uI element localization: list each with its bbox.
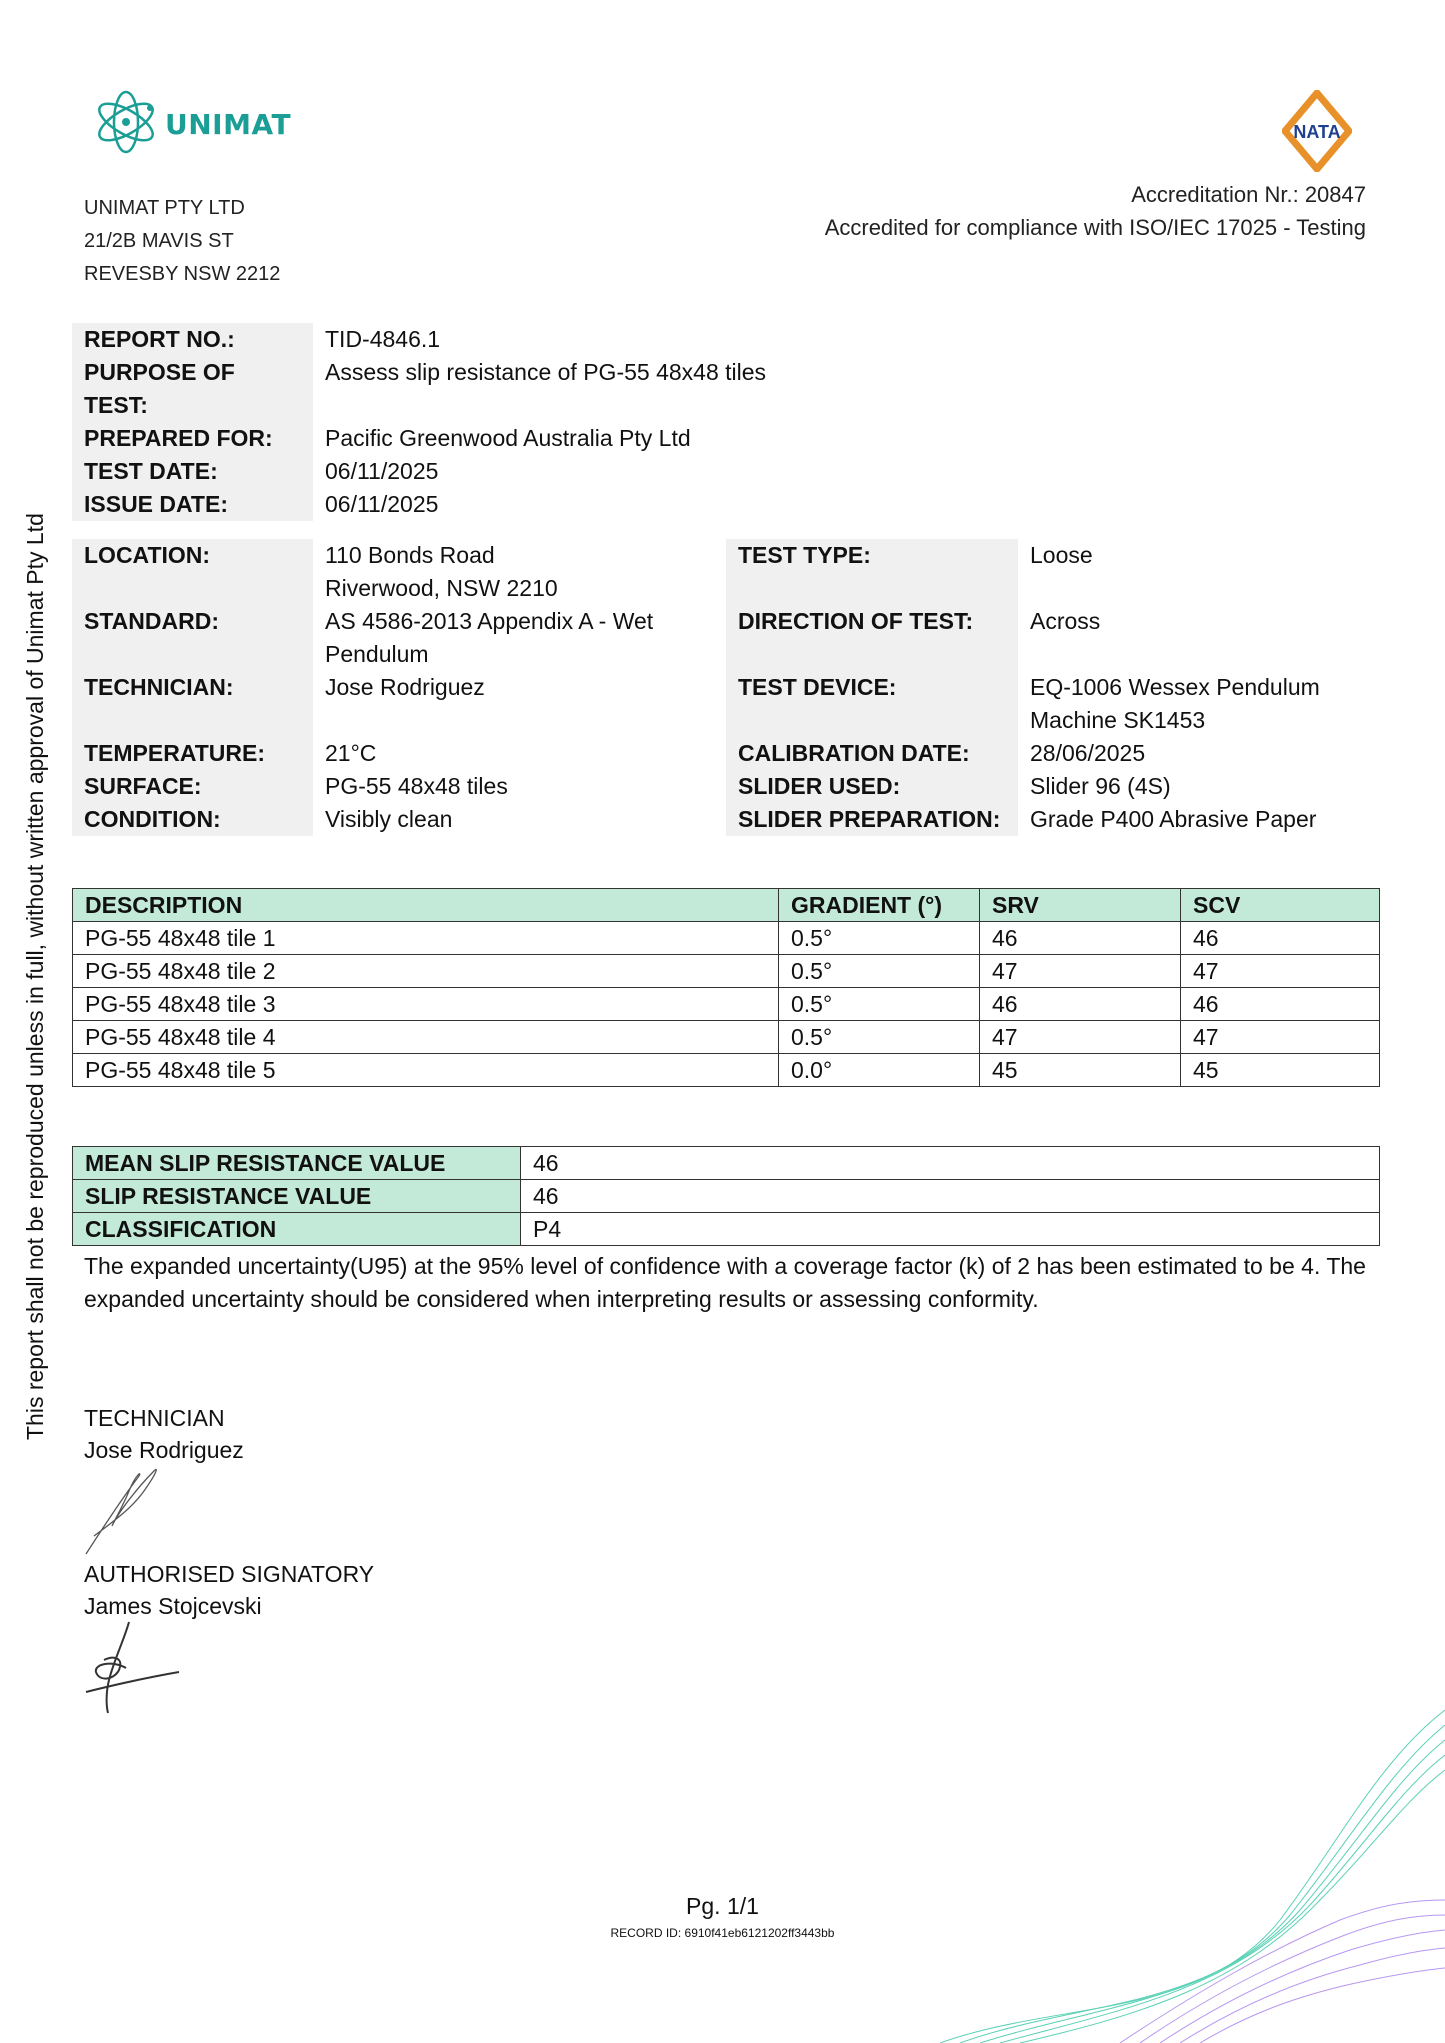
cell: 45	[1181, 1054, 1380, 1087]
company-name: UNIMAT PTY LTD	[84, 197, 245, 219]
detail-label: DIRECTION OF TEST:	[726, 605, 1018, 671]
logo-wordmark: UNIMAT	[165, 108, 292, 141]
cell: 0.5°	[779, 922, 980, 955]
detail-row	[72, 605, 722, 671]
detail-label: STANDARD:	[72, 605, 313, 671]
summary-row	[73, 1213, 1380, 1246]
nata-badge	[1282, 90, 1352, 177]
detail-label: SLIDER PREPARATION:	[726, 803, 1018, 836]
detail-label: TECHNICIAN:	[72, 671, 313, 737]
cell: 0.5°	[779, 1021, 980, 1054]
info-value: Assess slip resistance of PG-55 48x48 tiles	[325, 359, 767, 385]
detail-value: Jose Rodriguez	[325, 674, 485, 700]
signatory-name: James Stojcevski	[84, 1593, 262, 1619]
company-suburb: REVESBY NSW 2212	[84, 263, 281, 285]
detail-label: CONDITION:	[72, 803, 313, 836]
technician-title: TECHNICIAN	[84, 1405, 225, 1431]
detail-value	[313, 605, 722, 671]
table-row	[73, 988, 1380, 1021]
info-label: PURPOSE OF TEST:	[72, 356, 313, 422]
cell: 46	[980, 988, 1181, 1021]
results-header-row	[73, 889, 1380, 922]
summary-label: CLASSIFICATION	[73, 1213, 521, 1246]
page-number: Pg. 1/1	[686, 1893, 759, 1919]
detail-value	[313, 539, 722, 605]
signatory-signature-image	[84, 1620, 184, 1715]
detail-label: TEST DEVICE:	[726, 671, 1018, 737]
summary-value: 46	[521, 1180, 1380, 1213]
atom-logo-icon	[86, 86, 166, 158]
column-header: DESCRIPTION	[73, 889, 779, 922]
info-value: 06/11/2025	[325, 491, 439, 517]
table-row	[73, 955, 1380, 988]
detail-value: Visibly clean	[325, 806, 453, 832]
test-details-right	[726, 539, 1376, 836]
info-label: REPORT NO.:	[72, 323, 313, 356]
detail-row	[726, 737, 1376, 770]
company-address	[84, 192, 280, 291]
summary-label: SLIP RESISTANCE VALUE	[73, 1180, 521, 1213]
cell: 0.5°	[779, 955, 980, 988]
detail-label: SURFACE:	[72, 770, 313, 803]
technician-signature-image	[84, 1466, 184, 1556]
cell: 45	[980, 1054, 1181, 1087]
cell: PG-55 48x48 tile 3	[73, 988, 779, 1021]
table-row	[73, 1054, 1380, 1087]
cell: PG-55 48x48 tile 2	[73, 955, 779, 988]
column-header: SRV	[980, 889, 1181, 922]
info-label: TEST DATE:	[72, 455, 313, 488]
detail-row	[72, 737, 722, 770]
report-info-row	[72, 356, 778, 422]
summary-row	[73, 1180, 1380, 1213]
detail-row	[72, 770, 722, 803]
detail-label: SLIDER USED:	[726, 770, 1018, 803]
detail-value: Across	[1030, 608, 1101, 634]
detail-value-line: AS 4586-2013 Appendix A - Wet	[325, 608, 654, 634]
accreditation-block	[825, 178, 1366, 244]
cell: PG-55 48x48 tile 5	[73, 1054, 779, 1087]
detail-value: PG-55 48x48 tiles	[325, 773, 508, 799]
detail-value	[1018, 671, 1376, 737]
uncertainty-note: The expanded uncertainty(U95) at the 95% level of confidence with a coverage factor (k) of 2 has been estimated to be 4. The expanded uncertainty should be considered when interpreting results or assessing conformity.	[84, 1253, 1366, 1312]
table-row	[73, 1021, 1380, 1054]
report-info-table	[72, 323, 778, 521]
detail-label: TEMPERATURE:	[72, 737, 313, 770]
cell: 47	[1181, 1021, 1380, 1054]
cell: 47	[980, 1021, 1181, 1054]
report-info-row	[72, 455, 778, 488]
detail-label: LOCATION:	[72, 539, 313, 605]
info-value: TID-4846.1	[325, 326, 441, 352]
accreditation-compliance: Accredited for compliance with ISO/IEC 17025 - Testing	[824, 215, 1366, 240]
detail-row	[72, 803, 722, 836]
column-header: SCV	[1181, 889, 1380, 922]
detail-value: 21°C	[325, 740, 377, 766]
signatory-title: AUTHORISED SIGNATORY	[84, 1561, 375, 1587]
cell: 46	[980, 922, 1181, 955]
report-info-row	[72, 488, 778, 521]
unimat-logo	[86, 86, 166, 163]
nata-badge-text: NATA	[1293, 122, 1341, 142]
reproduction-notice: This report shall not be reproduced unless in full, without written approval of Unimat Pty Ltd	[22, 513, 48, 1440]
signatory-signature-block	[84, 1558, 374, 1622]
detail-value: 28/06/2025	[1030, 740, 1146, 766]
table-row	[73, 922, 1380, 955]
report-info-row	[72, 422, 778, 455]
detail-value: Grade P400 Abrasive Paper	[1030, 806, 1317, 832]
decorative-wave-graphic	[940, 1700, 1445, 2043]
nata-diamond-icon	[1282, 90, 1352, 172]
cell: 46	[1181, 988, 1380, 1021]
detail-label: TEST TYPE:	[726, 539, 1018, 605]
info-label: PREPARED FOR:	[72, 422, 313, 455]
technician-name: Jose Rodriguez	[84, 1437, 244, 1463]
column-header: GRADIENT (°)	[779, 889, 980, 922]
cell: 0.0°	[779, 1054, 980, 1087]
summary-label: MEAN SLIP RESISTANCE VALUE	[73, 1147, 521, 1180]
detail-value: Loose	[1030, 542, 1093, 568]
cell: PG-55 48x48 tile 4	[73, 1021, 779, 1054]
company-street: 21/2B MAVIS ST	[84, 230, 234, 252]
summary-value: P4	[521, 1213, 1380, 1246]
detail-row	[726, 671, 1376, 737]
cell: 47	[980, 955, 1181, 988]
info-label: ISSUE DATE:	[72, 488, 313, 521]
results-table	[72, 888, 1380, 1087]
cell: 0.5°	[779, 988, 980, 1021]
test-details-left	[72, 539, 722, 836]
cell: 47	[1181, 955, 1380, 988]
accreditation-number: Accreditation Nr.: 20847	[1131, 182, 1366, 207]
summary-table	[72, 1146, 1380, 1246]
cell: 46	[1181, 922, 1380, 955]
detail-row	[726, 803, 1376, 836]
detail-value-line: EQ-1006 Wessex Pendulum	[1030, 674, 1320, 700]
detail-row	[726, 605, 1376, 671]
detail-label: CALIBRATION DATE:	[726, 737, 1018, 770]
technician-signature-block	[84, 1402, 244, 1466]
detail-row	[726, 539, 1376, 605]
summary-value: 46	[521, 1147, 1380, 1180]
detail-row	[72, 671, 722, 737]
detail-value-line: Riverwood, NSW 2210	[325, 575, 558, 601]
detail-value-line: 110 Bonds Road	[325, 542, 495, 568]
record-id: RECORD ID: 6910f41eb6121202ff3443bb	[610, 1926, 835, 1940]
report-info-row	[72, 323, 778, 356]
detail-value: Slider 96 (4S)	[1030, 773, 1171, 799]
info-value: Pacific Greenwood Australia Pty Ltd	[325, 425, 691, 451]
cell: PG-55 48x48 tile 1	[73, 922, 779, 955]
detail-row	[72, 539, 722, 605]
summary-row	[73, 1147, 1380, 1180]
info-value: 06/11/2025	[325, 458, 439, 484]
detail-value-line: Machine SK1453	[1030, 707, 1206, 733]
detail-row	[726, 770, 1376, 803]
detail-value-line: Pendulum	[325, 641, 429, 667]
